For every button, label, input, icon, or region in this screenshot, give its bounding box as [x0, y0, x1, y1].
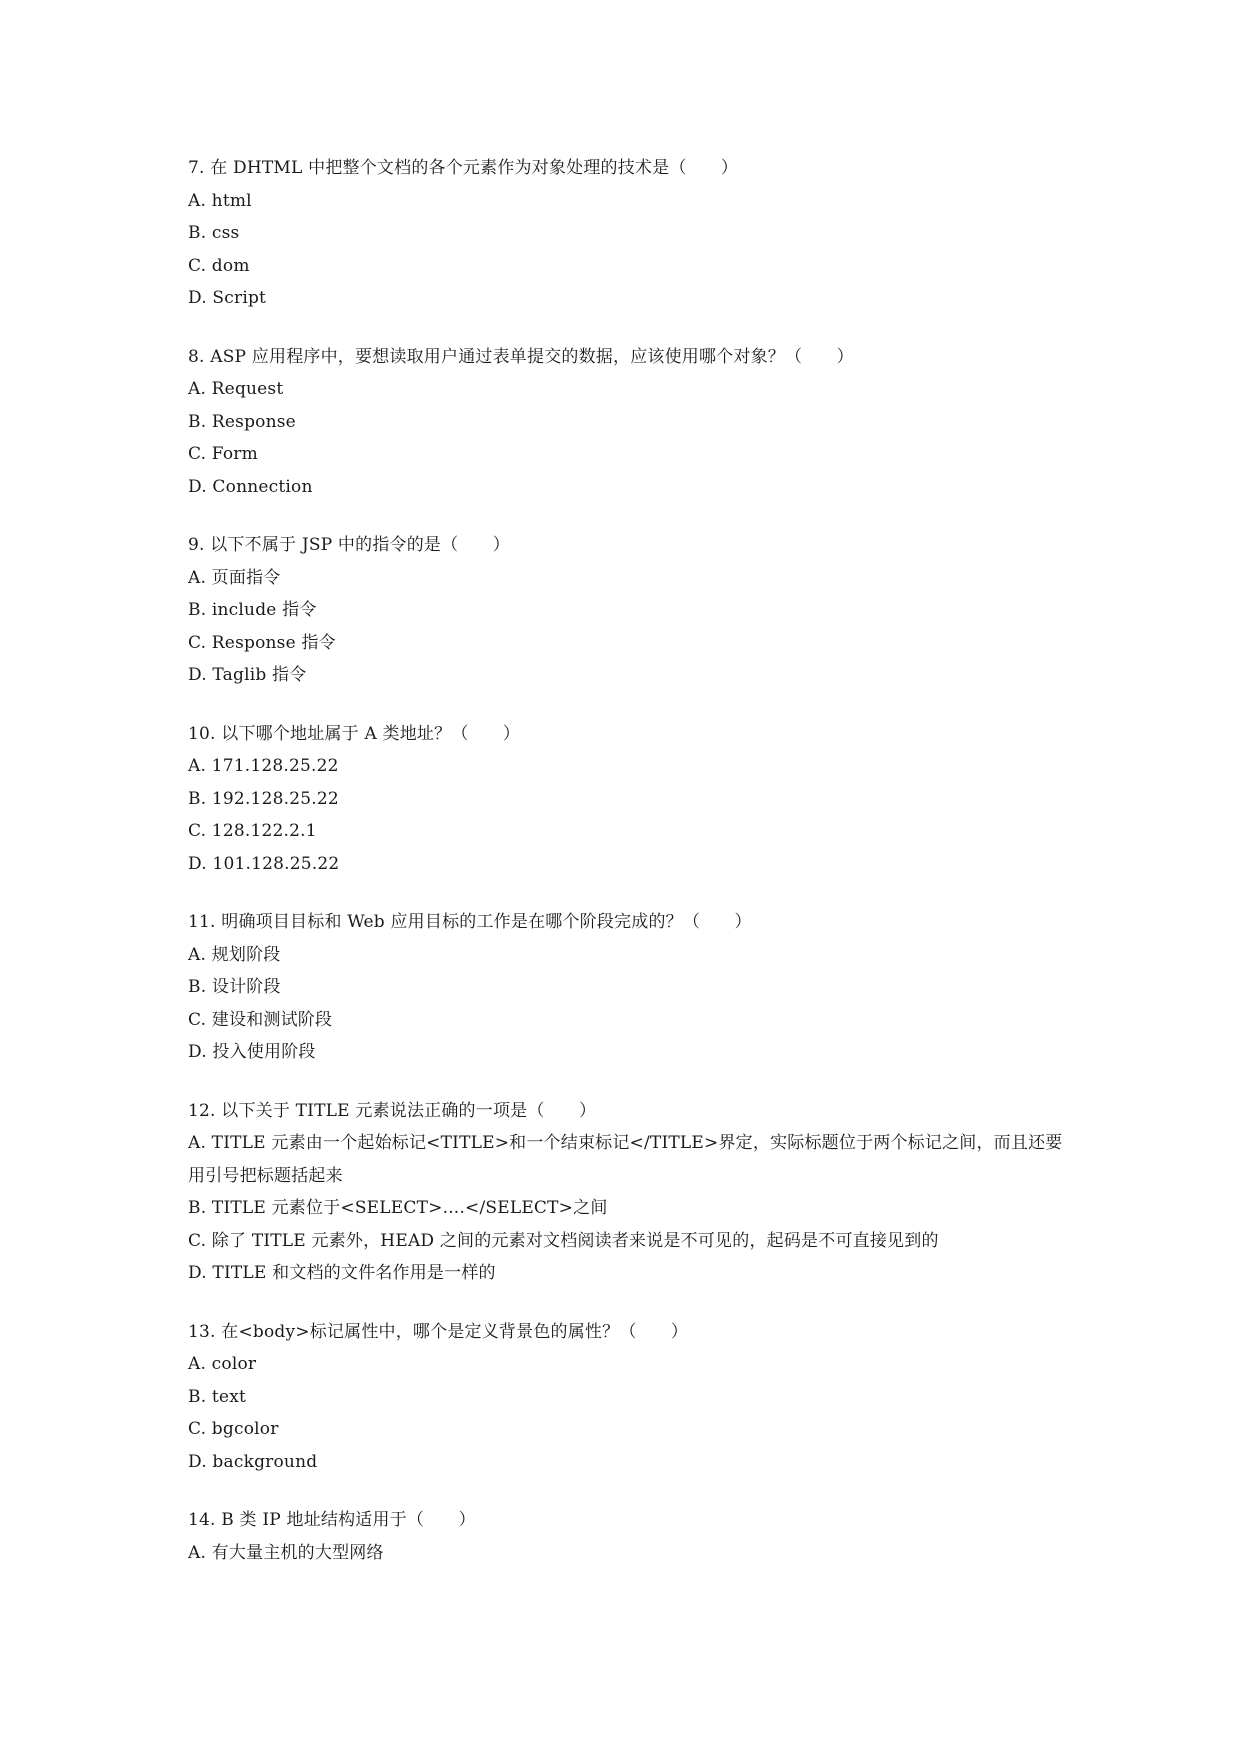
option-b: B. css — [188, 223, 240, 243]
option-a: A. 有大量主机的大型网络 — [188, 1542, 384, 1563]
option-b: B. 设计阶段 — [188, 977, 281, 997]
option-a: A. color — [188, 1354, 257, 1374]
option-c: C. 128.122.2.1 — [188, 821, 317, 841]
option-a: A. 171.128.25.22 — [188, 756, 339, 776]
option-d: D. Script — [188, 288, 267, 308]
option-a: A. html — [188, 190, 252, 211]
question-stem: 11. 明确项目目标和 Web 应用目标的工作是在哪个阶段完成的？（ ） — [188, 912, 752, 932]
option-b: B. Response — [188, 411, 296, 432]
question-14 — [188, 1504, 1068, 1569]
option-a: A. 页面指令 — [188, 567, 281, 588]
option-d: D. TITLE 和文档的文件名作用是一样的 — [188, 1263, 496, 1283]
option-c: C. 建设和测试阶段 — [188, 1009, 333, 1030]
option-a: A. 规划阶段 — [188, 944, 281, 965]
document-page — [188, 152, 1068, 1595]
option-c: C. 除了 TITLE 元素外，HEAD 之间的元素对文档阅读者来说是不可见的，起码是不可直接见到的 — [188, 1230, 939, 1251]
option-d: D. 101.128.25.22 — [188, 853, 340, 874]
option-b: B. include 指令 — [188, 600, 317, 620]
question-stem: 10. 以下哪个地址属于 A 类地址？（ ） — [188, 723, 521, 744]
option-b: B. TITLE 元素位于<SELECT>....</SELECT>之间 — [188, 1198, 608, 1218]
option-d: D. Connection — [188, 476, 313, 497]
question-9 — [188, 529, 1068, 692]
option-c: C. Form — [188, 444, 258, 464]
option-d: D. Taglib 指令 — [188, 665, 307, 685]
question-11 — [188, 906, 1068, 1069]
question-8 — [188, 341, 1068, 504]
option-d: D. 投入使用阶段 — [188, 1042, 316, 1062]
question-stem: 14. B 类 IP 地址结构适用于（ ） — [188, 1510, 476, 1530]
question-10 — [188, 718, 1068, 881]
question-12 — [188, 1095, 1068, 1290]
option-c: C. bgcolor — [188, 1419, 279, 1439]
question-stem: 9. 以下不属于 JSP 中的指令的是（ ） — [188, 535, 510, 555]
option-d: D. background — [188, 1451, 318, 1472]
option-a: A. TITLE 元素由一个起始标记<TITLE>和一个结束标记</TITLE>界定，实际标题位于两个标记之间，而且还要用引号把标题括起来 — [188, 1133, 1063, 1186]
question-stem: 8. ASP 应用程序中，要想读取用户通过表单提交的数据，应该使用哪个对象？（ ） — [188, 346, 854, 367]
option-b: B. text — [188, 1386, 247, 1407]
question-13 — [188, 1316, 1068, 1479]
question-7 — [188, 152, 1068, 315]
option-c: C. dom — [188, 255, 250, 276]
option-a: A. Request — [188, 379, 284, 399]
option-b: B. 192.128.25.22 — [188, 788, 339, 809]
question-stem: 12. 以下关于 TITLE 元素说法正确的一项是（ ） — [188, 1100, 597, 1121]
question-stem: 13. 在<body>标记属性中，哪个是定义背景色的属性？（ ） — [188, 1321, 689, 1342]
question-stem: 7. 在 DHTML 中把整个文档的各个元素作为对象处理的技术是（ ） — [188, 158, 739, 178]
option-c: C. Response 指令 — [188, 632, 336, 653]
